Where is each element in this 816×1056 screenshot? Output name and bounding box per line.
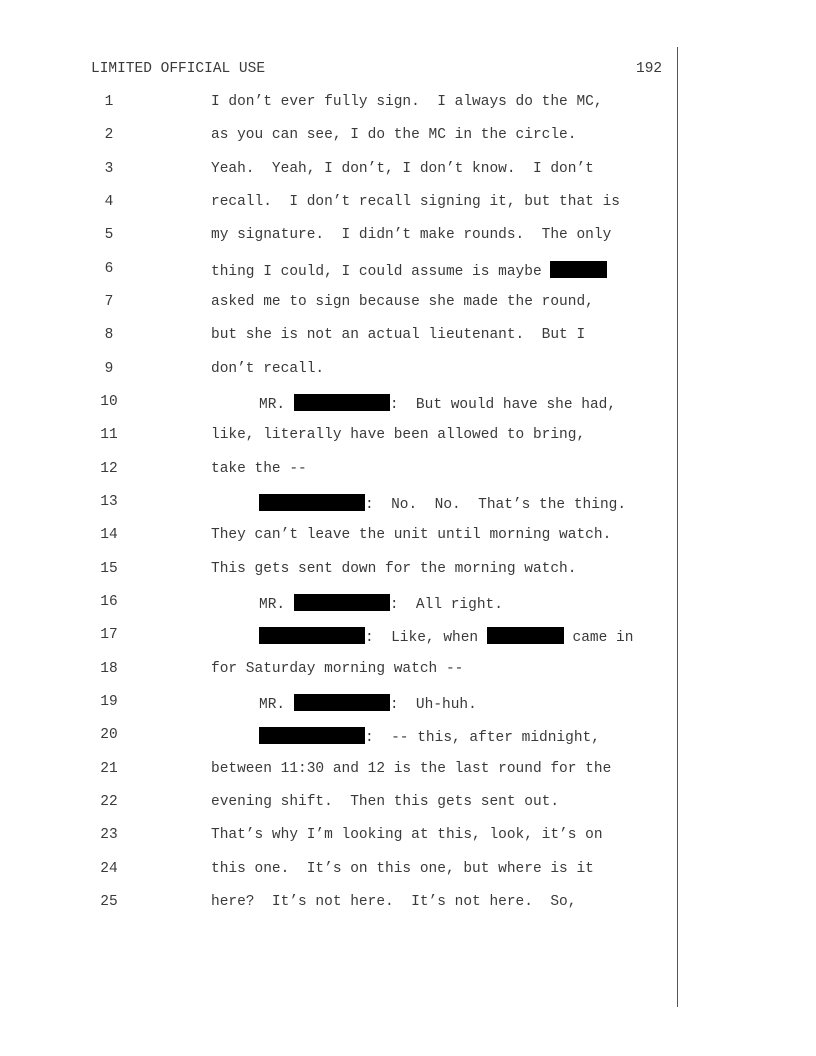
- redaction-block: [294, 594, 390, 611]
- line-text: They can’t leave the unit until morning watch.: [211, 527, 612, 543]
- line-text: this one. It’s on this one, but where is it: [211, 861, 594, 877]
- transcript-line: [0, 561, 680, 585]
- line-number: 20: [100, 727, 118, 743]
- line-text: : -- this, after midnight,: [365, 730, 600, 746]
- speaker-prefix: MR.: [259, 597, 294, 613]
- line-number: 4: [104, 194, 114, 210]
- line-number: 12: [100, 461, 118, 477]
- speaker-prefix: MR.: [259, 397, 294, 413]
- transcript-line: [0, 461, 680, 485]
- line-number: 3: [104, 161, 114, 177]
- speaker-line: [259, 394, 616, 413]
- line-text: recall. I don’t recall signing it, but that is: [211, 194, 620, 210]
- speaker-line: [259, 694, 477, 713]
- line-text: : Uh-huh.: [389, 697, 477, 713]
- line-text: for Saturday morning watch --: [211, 661, 464, 677]
- transcript-line: [0, 94, 680, 118]
- transcript-line: [0, 494, 680, 518]
- line-text: This gets sent down for the morning watch.: [211, 561, 577, 577]
- redaction-block: [550, 261, 607, 278]
- line-text: like, literally have been allowed to bring,: [211, 427, 586, 443]
- line-number: 14: [100, 527, 118, 543]
- transcript-line: [0, 261, 680, 285]
- line-text: That’s why I’m looking at this, look, it’s on: [211, 827, 603, 843]
- line-number: 9: [104, 361, 114, 377]
- line-number: 5: [104, 227, 114, 243]
- redaction-block: [294, 694, 390, 711]
- speaker-line: [259, 594, 503, 613]
- transcript-line: [0, 527, 680, 551]
- transcript-line: [0, 294, 680, 318]
- line-number: 8: [104, 327, 114, 343]
- transcript-line: [0, 894, 680, 918]
- transcript-line: [0, 327, 680, 351]
- transcript-line: [0, 594, 680, 618]
- line-text: : But would have she had,: [389, 397, 617, 413]
- speaker-line: [259, 727, 600, 746]
- speaker-line: [259, 627, 633, 646]
- line-number: 25: [100, 894, 118, 910]
- redaction-block: [259, 494, 365, 511]
- line-number: 11: [100, 427, 118, 443]
- page-number: 192: [636, 61, 663, 77]
- line-text: I don’t ever fully sign. I always do the MC,: [211, 94, 603, 110]
- line-number: 7: [104, 294, 114, 310]
- redaction-block: [259, 727, 365, 744]
- line-number: 21: [100, 761, 118, 777]
- transcript-line: [0, 161, 680, 185]
- transcript-line: [0, 227, 680, 251]
- transcript-line: [0, 761, 680, 785]
- transcript-line: [0, 661, 680, 685]
- transcript-line: [0, 694, 680, 718]
- line-text: between 11:30 and 12 is the last round for the: [211, 761, 612, 777]
- line-number: 18: [100, 661, 118, 677]
- line-number: 16: [100, 594, 118, 610]
- speaker-line: [259, 494, 626, 513]
- transcript-line: [0, 827, 680, 851]
- line-number: 17: [100, 627, 118, 643]
- line-number: 22: [100, 794, 118, 810]
- transcript-line: [0, 627, 680, 651]
- line-text: as you can see, I do the MC in the circle.: [211, 127, 577, 143]
- line-number: 19: [100, 694, 118, 710]
- transcript-line: [0, 194, 680, 218]
- classification-header: LIMITED OFFICIAL USE: [91, 61, 266, 77]
- transcript-line: [0, 127, 680, 151]
- transcript-line: [0, 361, 680, 385]
- line-number: 24: [100, 861, 118, 877]
- line-number: 15: [100, 561, 118, 577]
- transcript-line: [0, 427, 680, 451]
- line-text-with-redaction: [211, 261, 607, 280]
- line-text: : No. No. That’s the thing.: [365, 497, 627, 513]
- line-number: 6: [104, 261, 114, 277]
- line-number: 10: [100, 394, 118, 410]
- line-text: but she is not an actual lieutenant. But I: [211, 327, 586, 343]
- transcript-line: [0, 727, 680, 751]
- redaction-block: [259, 627, 365, 644]
- speaker-prefix: MR.: [259, 697, 294, 713]
- line-text: thing I could, I could assume is maybe: [211, 264, 551, 280]
- line-text: my signature. I didn’t make rounds. The only: [211, 227, 612, 243]
- line-text: Yeah. Yeah, I don’t, I don’t know. I don’t: [211, 161, 594, 177]
- line-text: evening shift. Then this gets sent out.: [211, 794, 560, 810]
- line-number: 13: [100, 494, 118, 510]
- line-text: don’t recall.: [211, 361, 325, 377]
- transcript-line: [0, 394, 680, 418]
- line-text: asked me to sign because she made the round,: [211, 294, 594, 310]
- line-text: : Like, when: [365, 630, 487, 646]
- line-text: : All right.: [389, 597, 503, 613]
- line-number: 1: [104, 94, 114, 110]
- transcript-line: [0, 861, 680, 885]
- redaction-block: [487, 627, 564, 644]
- redaction-block: [294, 394, 390, 411]
- line-number: 23: [100, 827, 118, 843]
- line-number: 2: [104, 127, 114, 143]
- line-text-continued: came in: [563, 630, 634, 646]
- line-text: here? It’s not here. It’s not here. So,: [211, 894, 577, 910]
- transcript-line: [0, 794, 680, 818]
- line-text: take the --: [211, 461, 307, 477]
